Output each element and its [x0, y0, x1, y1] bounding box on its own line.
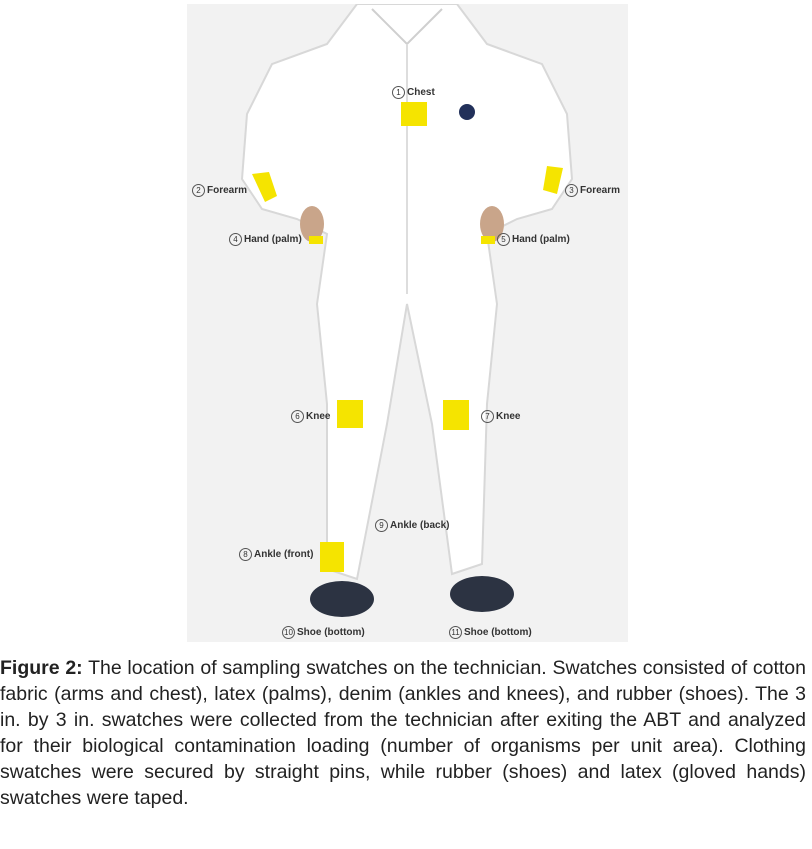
- swatch-knee-left: [337, 400, 363, 428]
- label-hand-left: 4 Hand (palm): [229, 233, 302, 246]
- label-forearm-right: 3 Forearm: [565, 184, 620, 197]
- swatch-knee-right: [443, 400, 469, 430]
- coverall-illustration: [187, 4, 628, 642]
- label-hand-right: 5 Hand (palm): [497, 233, 570, 246]
- left-shoe: [310, 581, 374, 617]
- caption-text: The location of sampling swatches on the technician. Swatches consisted of cotton fabric (arms and chest), latex (palms), denim (ankles and knees), and rubber (shoes). The 3 in. by 3 in. swatches were collected from the technician after exiting the ABT and analyzed for their biological contamination loading (number of organisms per unit area). Clothing swatches were secured by straight pins, while rubber (shoes) and latex (gloved hands) swatches were taped.: [0, 657, 806, 809]
- swatch-ankle-front: [320, 542, 344, 572]
- label-shoe-left: 10 Shoe (bottom): [282, 626, 365, 639]
- caption-label: Figure 2:: [0, 657, 83, 679]
- label-knee-right: 7 Knee: [481, 410, 520, 423]
- figure-caption: [0, 655, 806, 811]
- label-ankle-back: 9 Ankle (back): [375, 519, 449, 532]
- swatch-hand-left: [309, 236, 323, 244]
- label-knee-left: 6 Knee: [291, 410, 330, 423]
- figure-photo: [187, 4, 628, 642]
- swatch-chest: [401, 102, 427, 126]
- label-forearm-left: 2 Forearm: [192, 184, 247, 197]
- swatch-hand-right: [481, 236, 495, 244]
- label-ankle-front: 8 Ankle (front): [239, 548, 313, 561]
- logo-badge: [459, 104, 475, 120]
- label-shoe-right: 11 Shoe (bottom): [449, 626, 532, 639]
- label-chest: 1 Chest: [392, 86, 435, 99]
- right-shoe: [450, 576, 514, 612]
